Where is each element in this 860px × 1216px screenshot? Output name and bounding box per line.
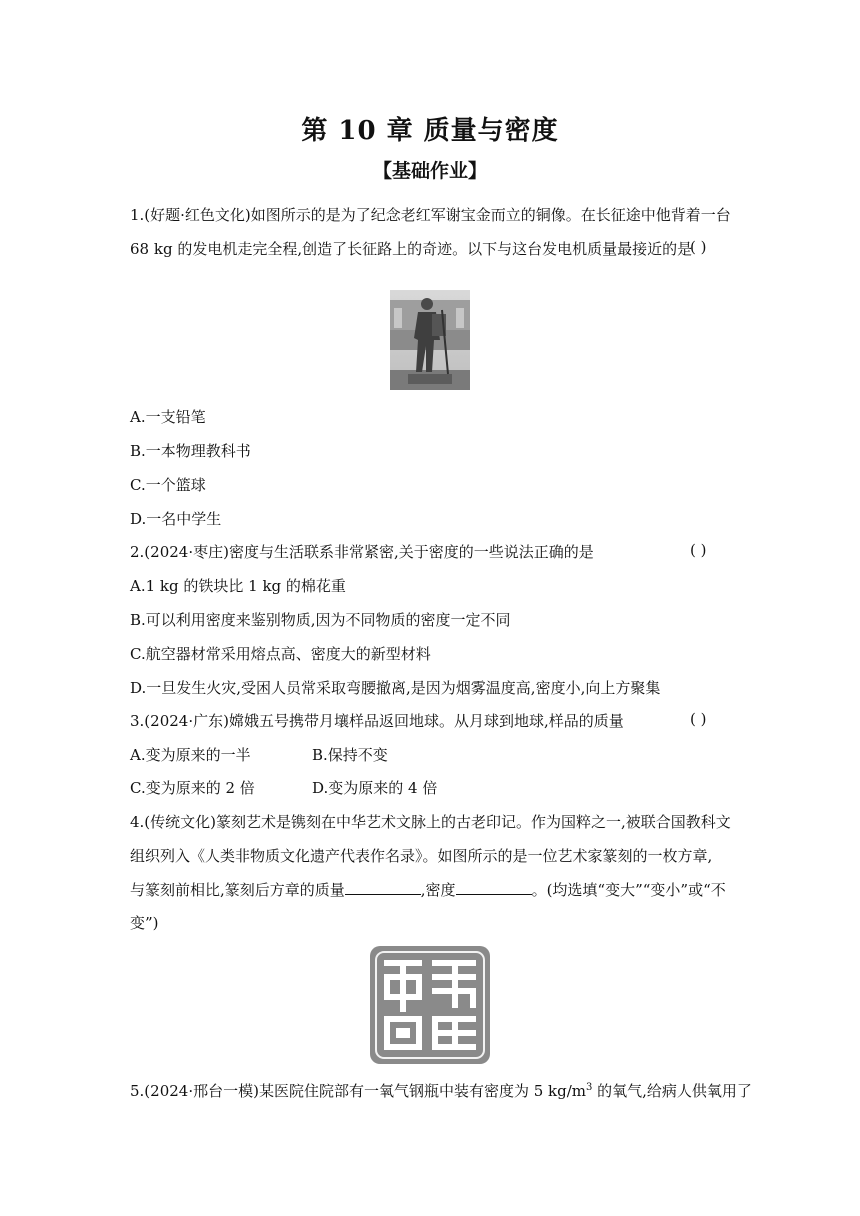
q1-option-a: A.一支铅笔: [130, 408, 206, 426]
seal-stamp-image: [370, 946, 490, 1064]
q3-option-a: A.变为原来的一半: [130, 746, 251, 764]
q5-text-b: 的氧气,给病人供氧用了: [592, 1082, 752, 1100]
q4-stem-line1: 4.(传统文化)篆刻艺术是镌刻在中华艺术文脉上的古老印记。作为国粹之一,被联合国教科文: [130, 813, 731, 831]
q3-answer-bracket: ( ): [690, 710, 707, 728]
q4-stem-line3: [130, 879, 726, 900]
q5-stem-line1: [130, 1080, 752, 1101]
q2-option-a: A.1 kg 的铁块比 1 kg 的棉花重: [130, 577, 346, 595]
q4-blank-density[interactable]: [456, 880, 532, 895]
q4-text-density: ,密度: [420, 881, 456, 899]
q3-option-c: C.变为原来的 2 倍: [130, 779, 255, 797]
q1-answer-bracket: ( ): [690, 238, 707, 256]
q4-text-hint: 。(均选填“变大”“变小”或“不: [531, 881, 726, 899]
page-title: 第 10 章 质量与密度: [301, 116, 559, 146]
q3-option-b: B.保持不变: [312, 746, 388, 764]
q3-stem: 3.(2024·广东)嫦娥五号携带月壤样品返回地球。从月球到地球,样品的质量: [130, 712, 624, 730]
q3-option-d: D.变为原来的 4 倍: [312, 779, 438, 797]
q2-option-d: D.一旦发生火灾,受困人员常采取弯腰撤离,是因为烟雾温度高,密度小,向上方聚集: [130, 679, 661, 697]
q5-text-a: 5.(2024·邢台一模)某医院住院部有一氧气钢瓶中装有密度为 5 kg/m: [130, 1082, 587, 1100]
q4-blank-mass[interactable]: [345, 880, 421, 895]
q4-text-mass: 与篆刻前相比,篆刻后方章的质量: [130, 881, 345, 899]
q1-option-d: D.一名中学生: [130, 510, 222, 528]
q1-stem-line1: 1.(好题·红色文化)如图所示的是为了纪念老红军谢宝金而立的铜像。在长征途中他背着一台: [130, 206, 731, 224]
q1-option-c: C.一个篮球: [130, 476, 206, 494]
q2-option-c: C.航空器材常采用熔点高、密度大的新型材料: [130, 645, 431, 663]
q4-stem-line4: 变”): [130, 914, 159, 932]
q1-option-b: B.一本物理教科书: [130, 442, 251, 460]
q2-option-b: B.可以利用密度来鉴别物质,因为不同物质的密度一定不同: [130, 611, 511, 629]
q4-stem-line2: 组织列入《人类非物质文化遗产代表作名录》。如图所示的是一位艺术家篆刻的一枚方章,: [130, 847, 713, 865]
q1-stem-line2: 68 kg 的发电机走完全程,创造了长征路上的奇迹。以下与这台发电机质量最接近的是: [130, 240, 693, 258]
q5-cubic-superscript: 3: [586, 1082, 593, 1093]
section-title: 【基础作业】: [372, 160, 487, 182]
q2-answer-bracket: ( ): [690, 541, 707, 559]
statue-photo: [390, 290, 470, 390]
q2-stem: 2.(2024·枣庄)密度与生活联系非常紧密,关于密度的一些说法正确的是: [130, 543, 594, 561]
